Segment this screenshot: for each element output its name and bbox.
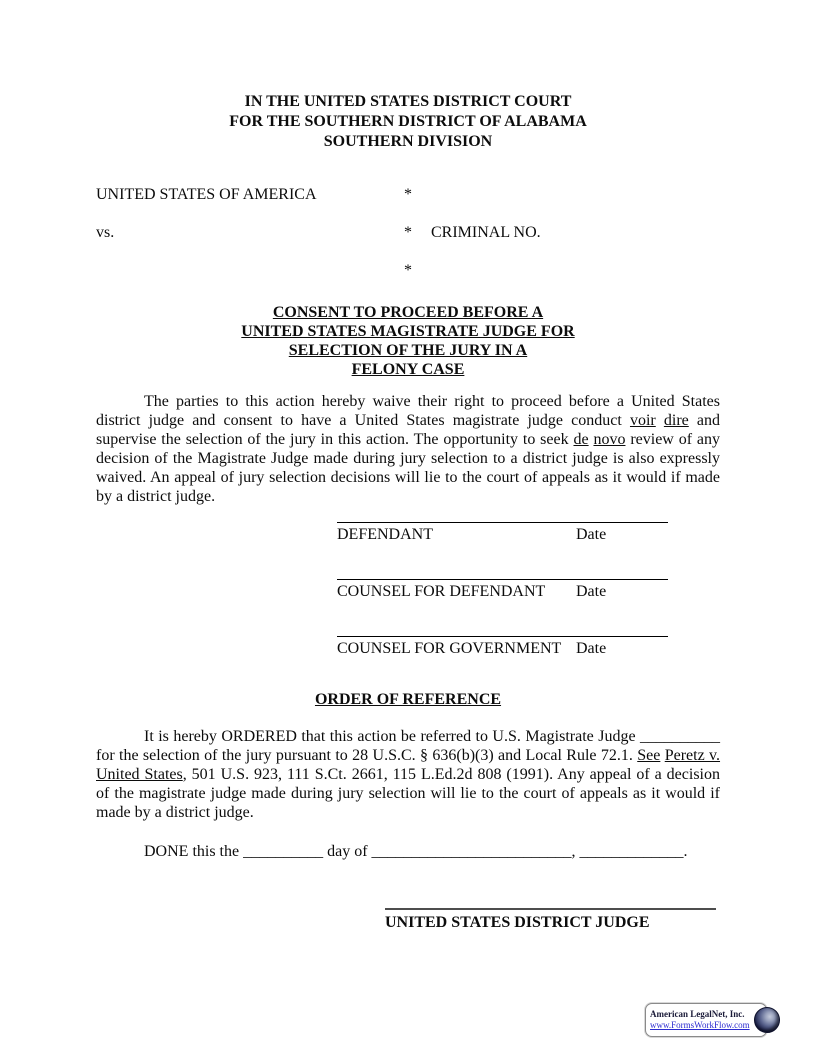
- caption-asterisk: *: [404, 224, 412, 241]
- judge-signature-block: [385, 908, 716, 932]
- done-text-3: ,: [571, 843, 580, 860]
- done-text-4: .: [683, 843, 688, 860]
- criminal-no-label: CRIMINAL NO.: [431, 224, 541, 241]
- counsel-government-signature-block: [337, 636, 668, 658]
- judge-signature-label: UNITED STATES DISTRICT JUDGE: [385, 914, 650, 931]
- date-label: Date: [576, 640, 607, 657]
- logo-text: [650, 1009, 750, 1031]
- consent-text-2: and supervise the selection of the jury in this action. The opportunity to seek: [96, 412, 721, 448]
- court-name-line1: IN THE UNITED STATES DISTRICT COURT: [244, 93, 572, 110]
- defendant-signature-block: [337, 522, 668, 544]
- order-text-2: for the selection of the jury pursuant to 28 U.S.C. § 636(b)(3) and Local Rule 72.1.: [96, 747, 638, 764]
- order-of-reference-heading: ORDER OF REFERENCE: [314, 691, 502, 708]
- caption-asterisk: *: [404, 262, 412, 279]
- citation-case-name: Peretz v. United States: [96, 747, 721, 783]
- logo-website-link[interactable]: www.FormsWorkFlow.com: [650, 1020, 750, 1030]
- counsel-defendant-label: COUNSEL FOR DEFENDANT: [337, 583, 546, 600]
- caption-row-plaintiff: [96, 185, 720, 204]
- year-blank: _____________: [579, 843, 684, 860]
- american-legalnet-logo: [645, 1003, 767, 1037]
- versus-label: vs.: [96, 224, 115, 241]
- legalnet-globe-icon: [754, 1007, 780, 1033]
- counsel-government-label: COUNSEL FOR GOVERNMENT: [337, 640, 562, 657]
- consent-text-1: The parties to this action hereby waive their right to proceed before a United States district judge and consent to have a United States magistrate judge conduct: [96, 393, 720, 429]
- term-voir: voir: [629, 412, 656, 429]
- day-blank: __________: [243, 843, 324, 860]
- caption-row-spacer: [96, 261, 720, 280]
- term-dire: dire: [663, 412, 689, 429]
- done-text-2: day of: [323, 843, 372, 860]
- defendant-label: DEFENDANT: [337, 526, 433, 543]
- month-blank: _________________________: [371, 843, 572, 860]
- date-label: Date: [576, 583, 607, 600]
- consent-paragraph: [96, 392, 720, 506]
- order-text-1: It is hereby ORDERED that this action be referred to U.S. Magistrate Judge: [144, 728, 640, 745]
- title-line1: CONSENT TO PROCEED BEFORE A: [272, 304, 544, 321]
- court-name-line3: SOUTHERN DIVISION: [323, 133, 493, 150]
- title-line2: UNITED STATES MAGISTRATE JUDGE FOR: [241, 323, 575, 340]
- logo-company-name: American LegalNet, Inc.: [650, 1009, 745, 1019]
- order-text-3: , 501 U.S. 923, 111 S.Ct. 2661, 115 L.Ed.2d 808 (1991). Any appeal of a decision of the magistrate judge made during jury selection will lie to the court of appeals as it would if made by a district judge.: [96, 766, 721, 821]
- order-paragraph: [96, 727, 720, 822]
- caption-row-versus: [96, 223, 720, 242]
- judge-name-blank: __________: [640, 728, 720, 745]
- title-line4: FELONY CASE: [351, 361, 465, 378]
- term-de: de: [573, 431, 589, 448]
- date-label: Date: [576, 526, 607, 543]
- document-title: [0, 303, 816, 379]
- citation-see: See: [637, 747, 661, 764]
- court-header: [0, 92, 816, 152]
- done-date-line: [96, 842, 736, 861]
- court-name-line2: FOR THE SOUTHERN DISTRICT OF ALABAMA: [229, 113, 587, 130]
- case-caption: [96, 185, 720, 299]
- done-text-1: DONE this the: [144, 843, 244, 860]
- consent-text-3: review of any decision of the Magistrate Judge made during jury selection to a district judge is also expressly waived. An appeal of jury selection decisions will lie to the court of appeals as it would if made by a district judge.: [96, 431, 721, 505]
- signature-section: [337, 522, 668, 658]
- title-line3: SELECTION OF THE JURY IN A: [288, 342, 528, 359]
- term-novo: novo: [593, 431, 626, 448]
- counsel-defendant-signature-block: [337, 579, 668, 601]
- caption-asterisk: *: [404, 186, 412, 203]
- plaintiff-name: UNITED STATES OF AMERICA: [96, 186, 317, 203]
